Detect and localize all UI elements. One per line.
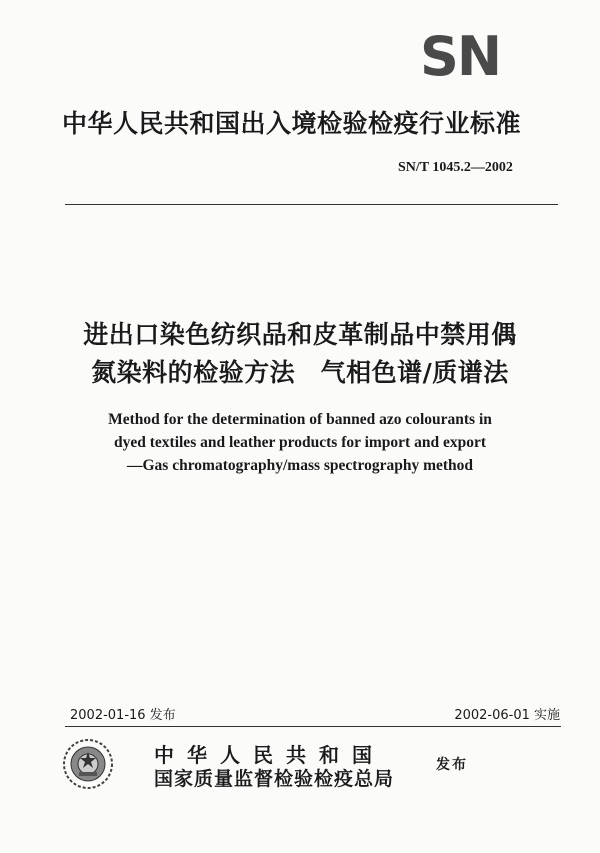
national-emblem-seal-icon: [62, 738, 114, 790]
english-title-line-2: dyed textiles and leather products for import and export: [114, 434, 486, 451]
sn-logo: SN: [420, 25, 501, 88]
top-divider: [65, 204, 558, 205]
issuer-agency: 国家质量监督检验检疫总局: [154, 768, 395, 790]
chinese-title-line-1: 进出口染色纺织品和皮革制品中禁用偶: [83, 320, 517, 349]
implementation-date: 2002-06-01 实施: [454, 708, 560, 723]
issuing-body-header: 中华人民共和国出入境检验检疫行业标准: [62, 109, 522, 138]
issue-date: 2002-01-16 发布: [70, 708, 176, 723]
bottom-divider: [65, 726, 561, 727]
english-title-line-3: —Gas chromatography/mass spectrography method: [126, 457, 474, 474]
chinese-title-line-2: 氮染料的检验方法 气相色谱/质谱法: [91, 358, 509, 387]
publish-label: 发布: [436, 757, 468, 773]
english-title: [0, 408, 600, 477]
english-title-line-1: Method for the determination of banned azo colourants in: [108, 411, 492, 428]
issuer-country: 中华人民共和国: [154, 743, 385, 767]
issuing-authority: [154, 744, 394, 792]
standard-number: SN/T 1045.2—2002: [398, 160, 513, 175]
chinese-title: [0, 316, 600, 392]
